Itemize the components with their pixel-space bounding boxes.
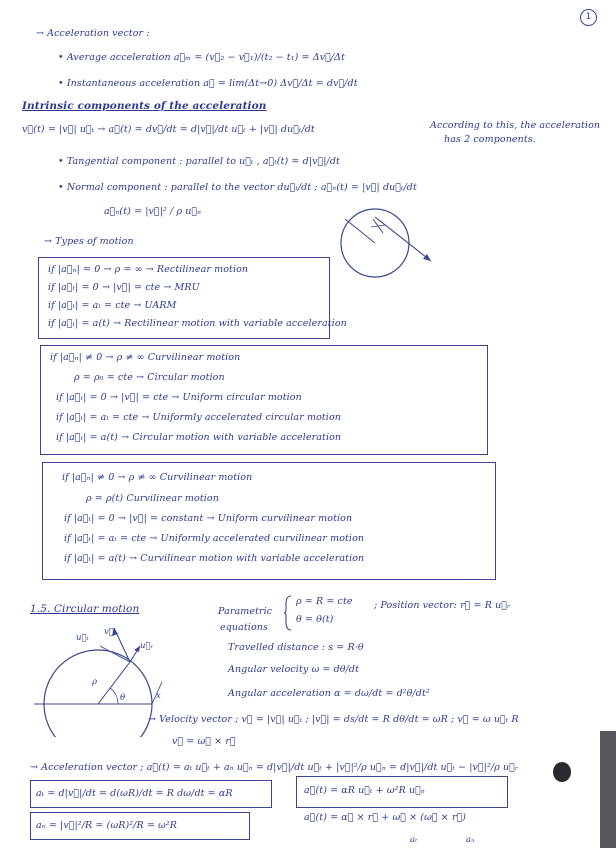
accel-vector-line: → Acceleration vector : (36, 28, 150, 39)
an-formula: aₙ = |v⃗|²/R = (ωR)²/R = ω²R (36, 820, 178, 831)
intrinsic-heading: Intrinsic components of the acceleration (22, 100, 267, 112)
box2-line-1: if |a⃗ₙ| ≠ 0 → ρ ≠ ∞ Curvilinear motion (50, 352, 241, 363)
velocity-cross: v⃗ = ω⃗ × r⃗ (172, 736, 236, 747)
scan-edge (600, 731, 616, 848)
a-total-1: a⃗(t) = αR u⃗ₜ + ω²R u⃗ₙ (304, 785, 425, 796)
figure-label-ur: u⃗ᵣ (140, 641, 154, 651)
figure-label-x: x (156, 691, 161, 701)
average-accel-line: • Average acceleration a⃗ₘ = (v⃗₂ − v⃗₁)/(t₂ − t₁) = Δv⃗/Δt (58, 52, 346, 63)
parametric-label-1: Parametric (218, 606, 273, 617)
angular-velocity: Angular velocity ω = dθ/dt (228, 664, 359, 675)
types-of-motion-line: → Types of motion (44, 236, 134, 247)
box3-line-2: ρ = ρ(t) Curvilinear motion (86, 493, 219, 504)
box2-line-5: if |a⃗ₜ| = a(t) → Circular motion with variable acceleration (56, 432, 342, 443)
box1-line-4: if |a⃗ₜ| = a(t) → Rectilinear motion with variable acceleration (48, 318, 347, 329)
intrinsic-equation: v⃗(t) = |v⃗| u⃗ₜ → a⃗(t) = dv⃗/dt = d|v⃗|/dt u⃗ₜ + |v⃗| du⃗ₜ/dt (22, 124, 315, 135)
box3-line-4: if |a⃗ₜ| = aₜ = cte → Uniformly accelerated curvilinear motion (64, 533, 365, 544)
normal-line: • Normal component : parallel to the vector du⃗ₜ/dt ; a⃗ₙ(t) = |v⃗| du⃗ₜ/dt (58, 182, 417, 193)
angular-acceleration: Angular acceleration α = dω/dt = d²θ/dt² (228, 688, 430, 699)
label-an: aₙ (466, 835, 475, 845)
velocity-vector: → Velocity vector ; v⃗ = |v⃗| u⃗ₜ ; |v⃗| = ds/dt = R dθ/dt = ωR ; v⃗ = ω u⃗ₜ R (148, 714, 519, 725)
param-eq-1: ρ = R = cte (296, 596, 353, 607)
figure-label-rho: ρ (92, 677, 98, 687)
box3-line-5: if |a⃗ₜ| = a(t) → Curvilinear motion with variable acceleration (64, 553, 365, 564)
ink-blot (553, 762, 571, 782)
a-total-2: a⃗(t) = α⃗ × r⃗ + ω⃗ × (ω⃗ × r⃗) (304, 812, 467, 823)
box1-line-1: if |a⃗ₙ| = 0 → ρ = ∞ → Rectilinear motion (48, 264, 249, 275)
box1-line-2: if |a⃗ₜ| = 0 → |v⃗| = cte → MRU (48, 282, 200, 293)
figure-label-theta: θ (120, 693, 126, 703)
normal-equation: a⃗ₙ(t) = |v⃗|² / ρ u⃗ₙ (104, 206, 202, 217)
param-eq-2: θ = θ(t) (296, 614, 334, 625)
accel-vector-circular: → Acceleration vector ; a⃗(t) = aₜ u⃗ₜ + aₙ u⃗ₙ = d|v⃗|/dt u⃗ₜ + |v⃗|²/ρ u⃗ₙ = d|v⃗|/dt u⃗ₜ − |v⃗|²/ρ u⃗ᵣ (30, 762, 519, 773)
normal-accel-circle-figure (335, 205, 440, 285)
box3-line-3: if |a⃗ₜ| = 0 → |v⃗| = constant → Uniform curvilinear motion (64, 513, 353, 524)
figure-label-v: v⃗ (104, 627, 115, 637)
intrinsic-note-2: has 2 components. (444, 134, 536, 145)
instant-accel-line: • Instantaneous acceleration a⃗ = lim(Δt→0) Δv⃗/Δt = dv⃗/dt (58, 78, 358, 89)
box2-line-2: ρ = ρ₀ = cte → Circular motion (74, 372, 225, 383)
travelled-distance: Travelled distance : s = R·θ (228, 642, 364, 653)
circular-heading: 1.5. Circular motion (30, 603, 140, 615)
parametric-brace (283, 594, 293, 632)
box3-line-1: if |a⃗ₙ| ≠ 0 → ρ ≠ ∞ Curvilinear motion (62, 472, 253, 483)
figure-label-ut: u⃗ₜ (76, 633, 89, 643)
position-vector: ; Position vector: r⃗ = R u⃗ᵣ (374, 600, 511, 611)
tangential-line: • Tangential component : parallel to u⃗ₜ , a⃗ₜ(t) = d|v⃗|/dt (58, 156, 340, 167)
box2-line-4: if |a⃗ₜ| = aₜ = cte → Uniformly accelerated circular motion (56, 412, 341, 423)
box2-line-3: if |a⃗ₜ| = 0 → |v⃗| = cte → Uniform circular motion (56, 392, 302, 403)
label-at: aₜ (410, 835, 418, 845)
parametric-label-2: equations (220, 622, 268, 633)
at-formula: aₜ = d|v⃗|/dt = d(ωR)/dt = R dω/dt = αR (36, 788, 233, 799)
box1-line-3: if |a⃗ₜ| = aₜ = cte → UARM (48, 300, 177, 311)
page-number: 1 (580, 9, 597, 26)
intrinsic-note-1: According to this, the acceleration (430, 120, 601, 131)
